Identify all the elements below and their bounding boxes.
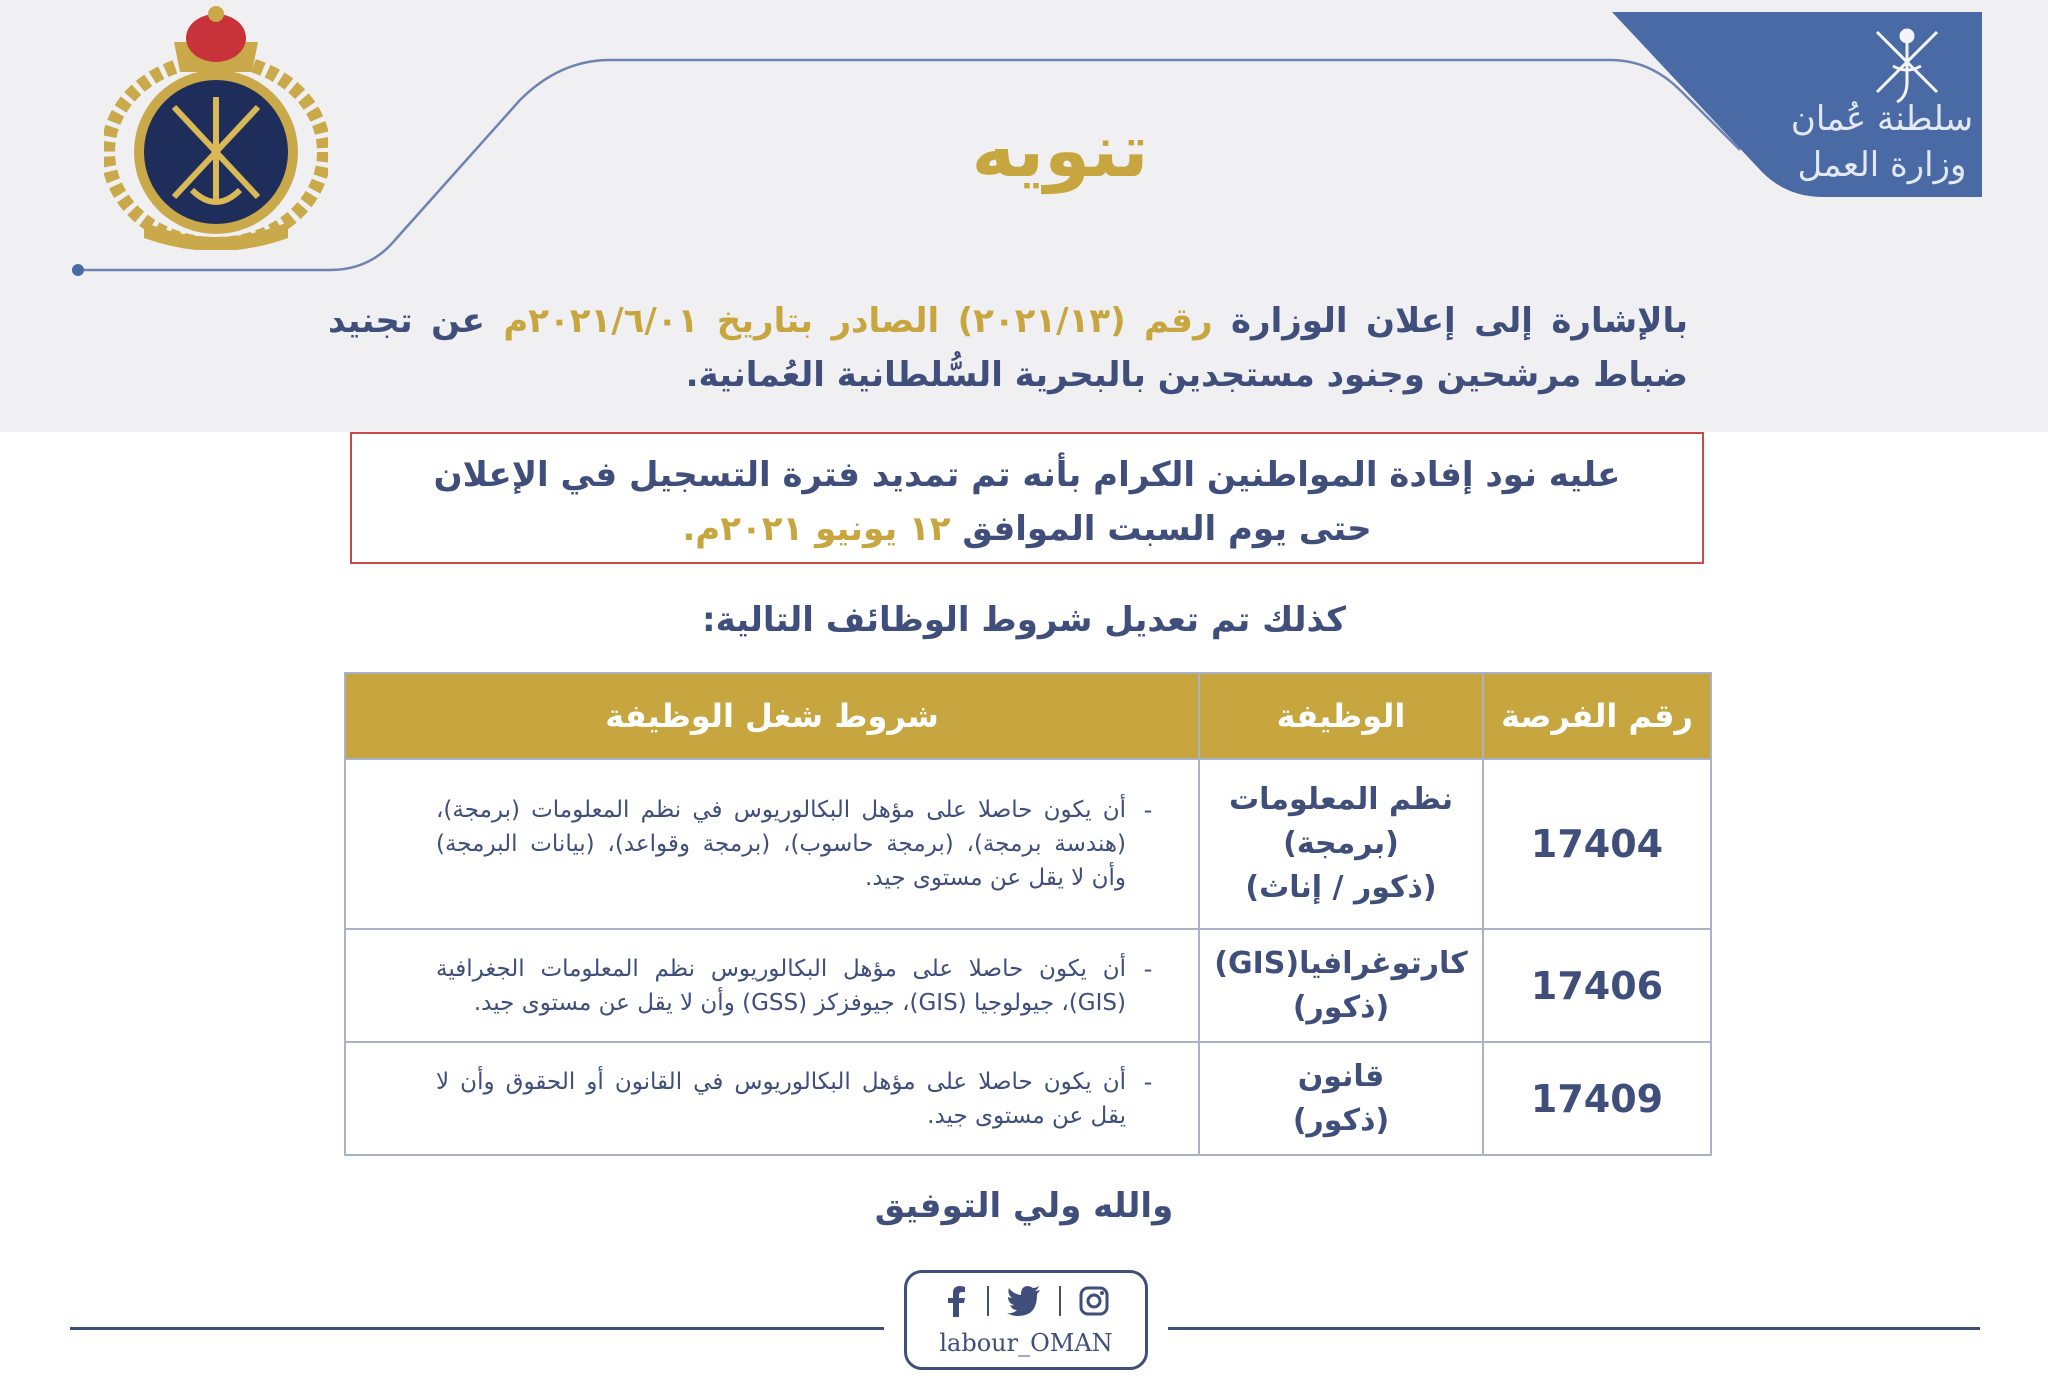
opportunity-number: 17404 xyxy=(1483,759,1711,929)
job-title-line: (برمجة) xyxy=(1283,826,1399,861)
condition-text: أن يكون حاصلا على مؤهل البكالوريوس في نظم المعلومات (برمجة)، (هندسة برمجة)، (برمجة حاسوب)، (برمجة وقواعد)، (بيانات البرمجة) وأن لا يقل عن مستوى جيد. xyxy=(436,797,1126,891)
bullet-dash: - xyxy=(1143,954,1153,983)
condition-text: أن يكون حاصلا على مؤهل البكالوريوس نظم المعلومات الجغرافية (GIS)، جيولوجيا (GIS)، جيوفزكز (GSS) وأن لا يقل عن مستوى جيد. xyxy=(436,955,1126,1016)
page-title: تنويه xyxy=(971,108,1149,194)
notice-line1: عليه نود إفادة المواطنين الكرام بأنه تم تمديد فترة التسجيل في الإعلان xyxy=(433,455,1621,495)
ministry-line-ministry: وزارة العمل xyxy=(1797,145,1967,185)
table-row xyxy=(345,759,1711,929)
job-title xyxy=(1199,1042,1483,1155)
ministry-line-country: سلطنة عُمان xyxy=(1790,99,1974,139)
job-conditions-table xyxy=(344,672,1712,1156)
notice-line2 xyxy=(352,502,1702,556)
extension-notice-box xyxy=(350,432,1704,564)
twitter-icon[interactable] xyxy=(1007,1286,1041,1316)
header-opportunity-number: رقم الفرصة xyxy=(1483,673,1711,759)
intro-paragraph xyxy=(328,294,1688,402)
bullet-dash: - xyxy=(1143,1067,1153,1096)
job-title xyxy=(1199,759,1483,929)
table-header-row xyxy=(345,673,1711,759)
social-handle[interactable]: labour_OMAN xyxy=(939,1329,1113,1357)
ministry-name xyxy=(1782,96,1982,188)
closing-phrase: والله ولي التوفيق xyxy=(874,1186,1174,1226)
notice-line2-start: حتى يوم السبت الموافق xyxy=(962,509,1372,549)
footer-rule-left xyxy=(70,1327,884,1330)
intro-issue-date: الصادر بتاريخ ٢٠٢١/٦/٠١م xyxy=(503,301,940,341)
facebook-icon[interactable] xyxy=(943,1285,969,1317)
header-job: الوظيفة xyxy=(1199,673,1483,759)
job-title xyxy=(1199,929,1483,1042)
job-condition xyxy=(345,929,1199,1042)
job-title-line: قانون xyxy=(1297,1058,1385,1094)
job-title-line: (ذكور) xyxy=(1292,989,1390,1025)
opportunity-number: 17406 xyxy=(1483,929,1711,1042)
job-title-line: نظم المعلومات xyxy=(1228,782,1454,817)
table-row xyxy=(345,929,1711,1042)
intro-part1: بالإشارة إلى إعلان الوزارة xyxy=(1230,301,1689,341)
job-title-line: (ذكور) xyxy=(1292,1102,1390,1138)
sub-heading: كذلك تم تعديل شروط الوظائف التالية: xyxy=(702,600,1346,640)
condition-text: أن يكون حاصلا على مؤهل البكالوريوس في القانون أو الحقوق وأن لا يقل عن مستوى جيد. xyxy=(436,1068,1126,1129)
table-row xyxy=(345,1042,1711,1155)
job-title-line: (ذكور / إناث) xyxy=(1245,870,1437,905)
notice-deadline-date: ١٢ يونيو ٢٠٢١م. xyxy=(682,509,951,549)
intro-ref-number: رقم (٢٠٢١/١٣) xyxy=(957,301,1213,341)
header-conditions: شروط شغل الوظيفة xyxy=(345,673,1199,759)
job-condition xyxy=(345,759,1199,929)
social-media-badge[interactable] xyxy=(904,1270,1148,1370)
intro-part3: عن تجنيد ضباط مرشحين وجنود مستجدين بالبحرية السُّلطانية العُمانية. xyxy=(328,301,1688,395)
icon-separator xyxy=(987,1286,989,1316)
opportunity-number: 17409 xyxy=(1483,1042,1711,1155)
instagram-icon[interactable] xyxy=(1079,1286,1109,1316)
icon-separator xyxy=(1059,1286,1061,1316)
job-condition xyxy=(345,1042,1199,1155)
footer-rule-right xyxy=(1168,1327,1980,1330)
job-title-line: كارتوغرافيا(GIS) xyxy=(1214,945,1468,981)
social-icons xyxy=(907,1285,1145,1317)
royal-navy-crest-icon xyxy=(104,2,328,250)
bullet-dash: - xyxy=(1143,796,1153,824)
